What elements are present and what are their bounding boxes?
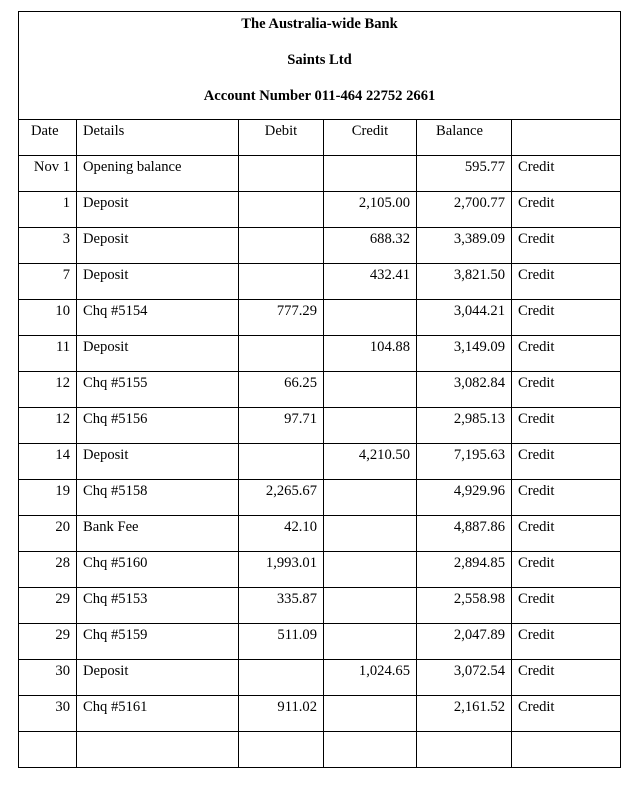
cell-date: 29: [19, 624, 77, 660]
cell-credit: [324, 696, 417, 732]
cell-balance-type: Credit: [512, 624, 621, 660]
statement-header: [19, 12, 621, 120]
cell-debit: [239, 156, 324, 192]
cell-debit: 777.29: [239, 300, 324, 336]
cell-details: Chq #5153: [77, 588, 239, 624]
cell-balance-type: Credit: [512, 480, 621, 516]
cell-balance: 3,044.21: [417, 300, 512, 336]
cell-credit: 1,024.65: [324, 660, 417, 696]
cell-date: 10: [19, 300, 77, 336]
column-header-row: [19, 120, 621, 156]
cell-date: 30: [19, 660, 77, 696]
cell-debit: [239, 444, 324, 480]
table-row: [19, 444, 621, 480]
cell-details: Deposit: [77, 264, 239, 300]
cell-balance-type: Credit: [512, 156, 621, 192]
cell-credit: [324, 156, 417, 192]
cell-balance-type: Credit: [512, 516, 621, 552]
cell-debit: [239, 192, 324, 228]
cell-credit: [324, 588, 417, 624]
cell-debit: 2,265.67: [239, 480, 324, 516]
table-row: [19, 228, 621, 264]
cell-credit: 2,105.00: [324, 192, 417, 228]
cell-balance: 3,082.84: [417, 372, 512, 408]
empty-cell: [417, 732, 512, 768]
cell-date: 28: [19, 552, 77, 588]
cell-debit: 42.10: [239, 516, 324, 552]
cell-debit: [239, 228, 324, 264]
column-header-credit: Credit: [324, 120, 417, 156]
empty-cell: [19, 732, 77, 768]
cell-details: Deposit: [77, 336, 239, 372]
cell-credit: [324, 552, 417, 588]
cell-details: Deposit: [77, 444, 239, 480]
cell-details: Chq #5156: [77, 408, 239, 444]
cell-balance-type: Credit: [512, 552, 621, 588]
cell-balance: 2,558.98: [417, 588, 512, 624]
cell-debit: 66.25: [239, 372, 324, 408]
cell-balance: 7,195.63: [417, 444, 512, 480]
cell-balance-type: Credit: [512, 264, 621, 300]
table-row: [19, 408, 621, 444]
cell-debit: 1,993.01: [239, 552, 324, 588]
empty-cell: [512, 732, 621, 768]
cell-credit: [324, 408, 417, 444]
cell-credit: [324, 624, 417, 660]
cell-credit: [324, 372, 417, 408]
empty-cell: [239, 732, 324, 768]
cell-details: Chq #5161: [77, 696, 239, 732]
table-row: [19, 552, 621, 588]
cell-balance: 2,047.89: [417, 624, 512, 660]
cell-date: 1: [19, 192, 77, 228]
table-row: [19, 696, 621, 732]
bank-statement: [18, 11, 620, 768]
cell-credit: 4,210.50: [324, 444, 417, 480]
column-header-details: Details: [77, 120, 239, 156]
cell-details: Opening balance: [77, 156, 239, 192]
column-header-date: Date: [19, 120, 77, 156]
cell-credit: 432.41: [324, 264, 417, 300]
cell-balance-type: Credit: [512, 372, 621, 408]
cell-details: Deposit: [77, 660, 239, 696]
table-row: [19, 192, 621, 228]
cell-credit: 104.88: [324, 336, 417, 372]
cell-credit: [324, 516, 417, 552]
empty-cell: [77, 732, 239, 768]
statement-table: [18, 11, 621, 768]
table-row: [19, 588, 621, 624]
table-row: [19, 300, 621, 336]
table-row: [19, 660, 621, 696]
cell-balance-type: Credit: [512, 588, 621, 624]
table-row: [19, 516, 621, 552]
cell-balance-type: Credit: [512, 192, 621, 228]
cell-debit: [239, 660, 324, 696]
cell-balance-type: Credit: [512, 444, 621, 480]
table-row: [19, 480, 621, 516]
cell-date: 30: [19, 696, 77, 732]
column-header-type: [512, 120, 621, 156]
cell-balance-type: Credit: [512, 696, 621, 732]
cell-details: Chq #5159: [77, 624, 239, 660]
cell-balance: 2,894.85: [417, 552, 512, 588]
statement-header-row: [19, 12, 621, 120]
cell-date: 7: [19, 264, 77, 300]
cell-details: Chq #5154: [77, 300, 239, 336]
cell-balance-type: Credit: [512, 336, 621, 372]
cell-balance: 4,929.96: [417, 480, 512, 516]
table-row: [19, 372, 621, 408]
cell-balance: 3,821.50: [417, 264, 512, 300]
cell-balance: 595.77: [417, 156, 512, 192]
cell-balance-type: Credit: [512, 300, 621, 336]
cell-balance: 2,161.52: [417, 696, 512, 732]
empty-cell: [324, 732, 417, 768]
cell-debit: 511.09: [239, 624, 324, 660]
cell-balance: 2,985.13: [417, 408, 512, 444]
cell-date: 19: [19, 480, 77, 516]
cell-debit: [239, 264, 324, 300]
cell-debit: [239, 336, 324, 372]
cell-date: 29: [19, 588, 77, 624]
cell-balance-type: Credit: [512, 228, 621, 264]
cell-credit: [324, 480, 417, 516]
customer-name: Saints Ltd: [287, 52, 352, 68]
table-row-empty: [19, 732, 621, 768]
cell-balance-type: Credit: [512, 408, 621, 444]
cell-credit: 688.32: [324, 228, 417, 264]
cell-balance: 4,887.86: [417, 516, 512, 552]
cell-debit: 911.02: [239, 696, 324, 732]
cell-credit: [324, 300, 417, 336]
account-number: Account Number 011-464 22752 2661: [203, 88, 436, 104]
cell-date: 20: [19, 516, 77, 552]
cell-balance-type: Credit: [512, 660, 621, 696]
cell-date: 3: [19, 228, 77, 264]
table-row: [19, 264, 621, 300]
table-row: [19, 624, 621, 660]
cell-date: 11: [19, 336, 77, 372]
cell-details: Chq #5160: [77, 552, 239, 588]
column-header-debit: Debit: [239, 120, 324, 156]
cell-balance: 2,700.77: [417, 192, 512, 228]
cell-details: Deposit: [77, 192, 239, 228]
cell-details: Deposit: [77, 228, 239, 264]
cell-balance: 3,072.54: [417, 660, 512, 696]
table-row: [19, 156, 621, 192]
bank-name: The Australia-wide Bank: [241, 16, 398, 32]
cell-debit: 335.87: [239, 588, 324, 624]
cell-date: 12: [19, 408, 77, 444]
cell-balance: 3,389.09: [417, 228, 512, 264]
cell-debit: 97.71: [239, 408, 324, 444]
cell-date: Nov 1: [19, 156, 77, 192]
cell-date: 14: [19, 444, 77, 480]
cell-details: Chq #5155: [77, 372, 239, 408]
table-row: [19, 336, 621, 372]
cell-details: Bank Fee: [77, 516, 239, 552]
cell-balance: 3,149.09: [417, 336, 512, 372]
cell-details: Chq #5158: [77, 480, 239, 516]
column-header-balance: Balance: [417, 120, 512, 156]
cell-date: 12: [19, 372, 77, 408]
